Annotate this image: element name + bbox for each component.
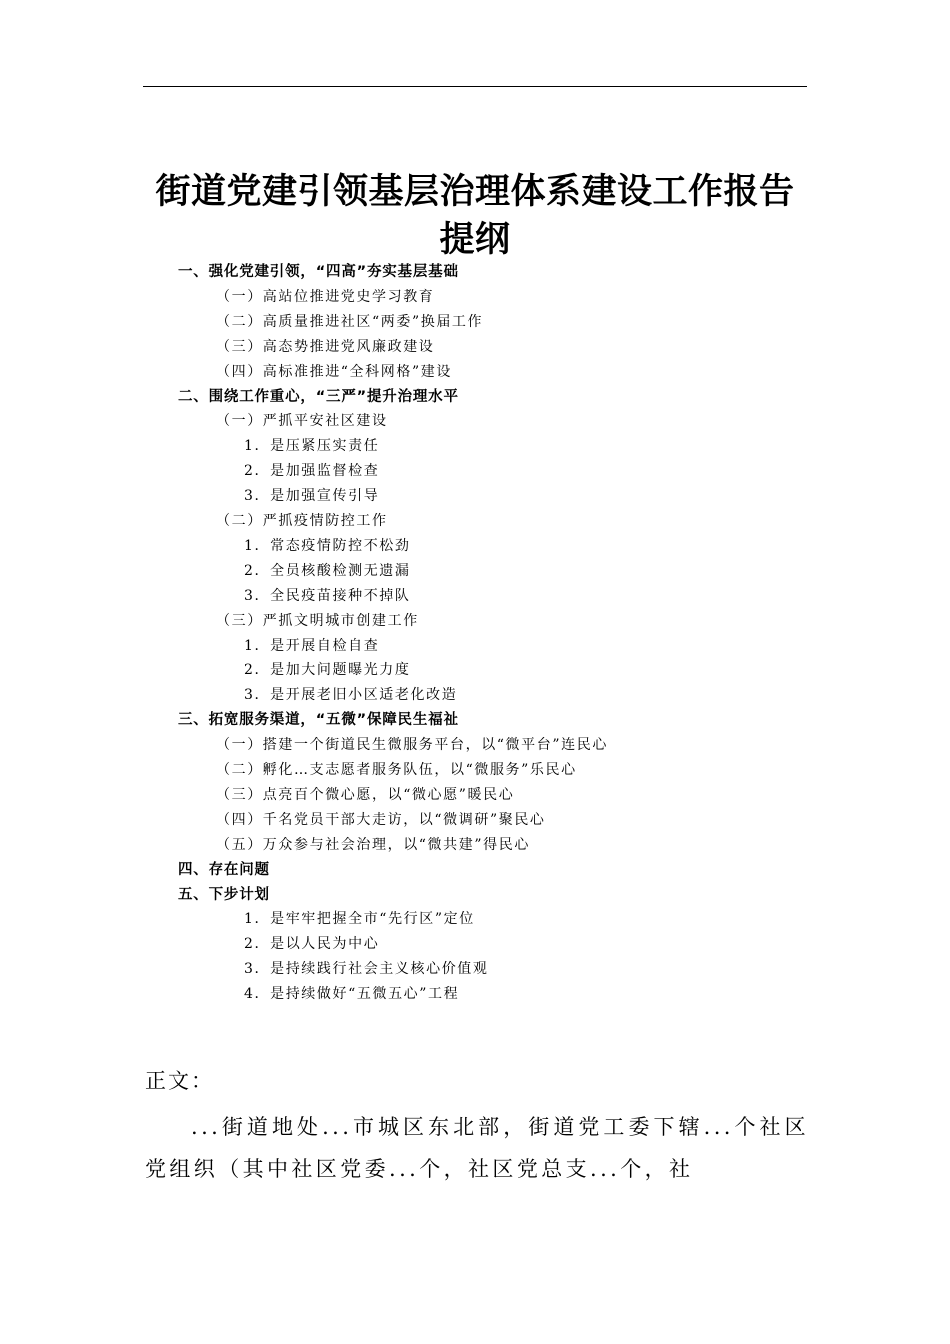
outline-item-level-2: （四）千名党员干部大走访，以“微调研”聚民心 — [216, 812, 546, 828]
outline-item-level-3: 2．是加大问题曝光力度 — [244, 662, 411, 678]
outline-item-level-3: 4．是持续做好“五微五心”工程 — [244, 986, 460, 1002]
body-label: 正文： — [145, 1069, 214, 1093]
outline-item-level-3: 3．是开展老旧小区适老化改造 — [244, 687, 458, 703]
outline-item-level-2: （一）高站位推进党史学习教育 — [216, 289, 435, 305]
document-title-line-1: 街道党建引领基层治理体系建设工作报告 — [155, 172, 795, 212]
outline-item-level-2: （二）孵化…支志愿者服务队伍，以“微服务”乐民心 — [216, 762, 577, 778]
outline-item-level-1: 二、围绕工作重心，“三严”提升治理水平 — [178, 389, 459, 405]
document-title-line-2: 提纲 — [439, 220, 511, 260]
body-paragraph: ...街道地处...市城区东北部，街道党工委下辖...个社区党组织（其中社区党委...个，社区党总支...个，社 — [145, 1115, 809, 1181]
outline-item-level-3: 2．是以人民为中心 — [244, 936, 380, 952]
outline-item-level-1: 四、存在问题 — [178, 862, 270, 878]
outline-item-level-3: 1．是开展自检自查 — [244, 638, 380, 654]
outline-item-level-1: 一、强化党建引领，“四高”夯实基层基础 — [178, 264, 459, 280]
outline-item-level-3: 1．是牢牢把握全市“先行区”定位 — [244, 911, 475, 927]
outline-item-level-2: （三）点亮百个微心愿，以“微心愿”暖民心 — [216, 787, 515, 803]
outline-item-level-3: 3．是持续践行社会主义核心价值观 — [244, 961, 489, 977]
outline-item-level-3: 1．是压紧压实责任 — [244, 438, 380, 454]
outline-item-level-1: 三、拓宽服务渠道，“五微”保障民生福祉 — [178, 712, 459, 728]
outline-item-level-2: （四）高标准推进“全科网格”建设 — [216, 364, 452, 380]
outline-item-level-3: 3．是加强宣传引导 — [244, 488, 380, 504]
document-title — [143, 168, 807, 264]
outline-item-level-2: （二）严抓疫情防控工作 — [216, 513, 388, 529]
outline-item-level-1: 五、下步计划 — [178, 887, 270, 903]
outline-item-level-2: （二）高质量推进社区“两委”换届工作 — [216, 314, 484, 330]
outline-item-level-3: 2．全员核酸检测无遗漏 — [244, 563, 411, 579]
header-rule — [143, 86, 807, 87]
outline-item-level-3: 1．常态疫情防控不松劲 — [244, 538, 411, 554]
outline-item-level-3: 2．是加强监督检查 — [244, 463, 380, 479]
outline-item-level-2: （一）严抓平安社区建设 — [216, 413, 388, 429]
outline-item-level-2: （三）严抓文明城市创建工作 — [216, 613, 419, 629]
outline-item-level-2: （五）万众参与社会治理，以“微共建”得民心 — [216, 837, 530, 853]
outline-item-level-3: 3．全民疫苗接种不掉队 — [244, 588, 411, 604]
outline-item-level-2: （三）高态势推进党风廉政建设 — [216, 339, 435, 355]
outline-item-level-2: （一）搭建一个街道民生微服务平台，以“微平台”连民心 — [216, 737, 608, 753]
